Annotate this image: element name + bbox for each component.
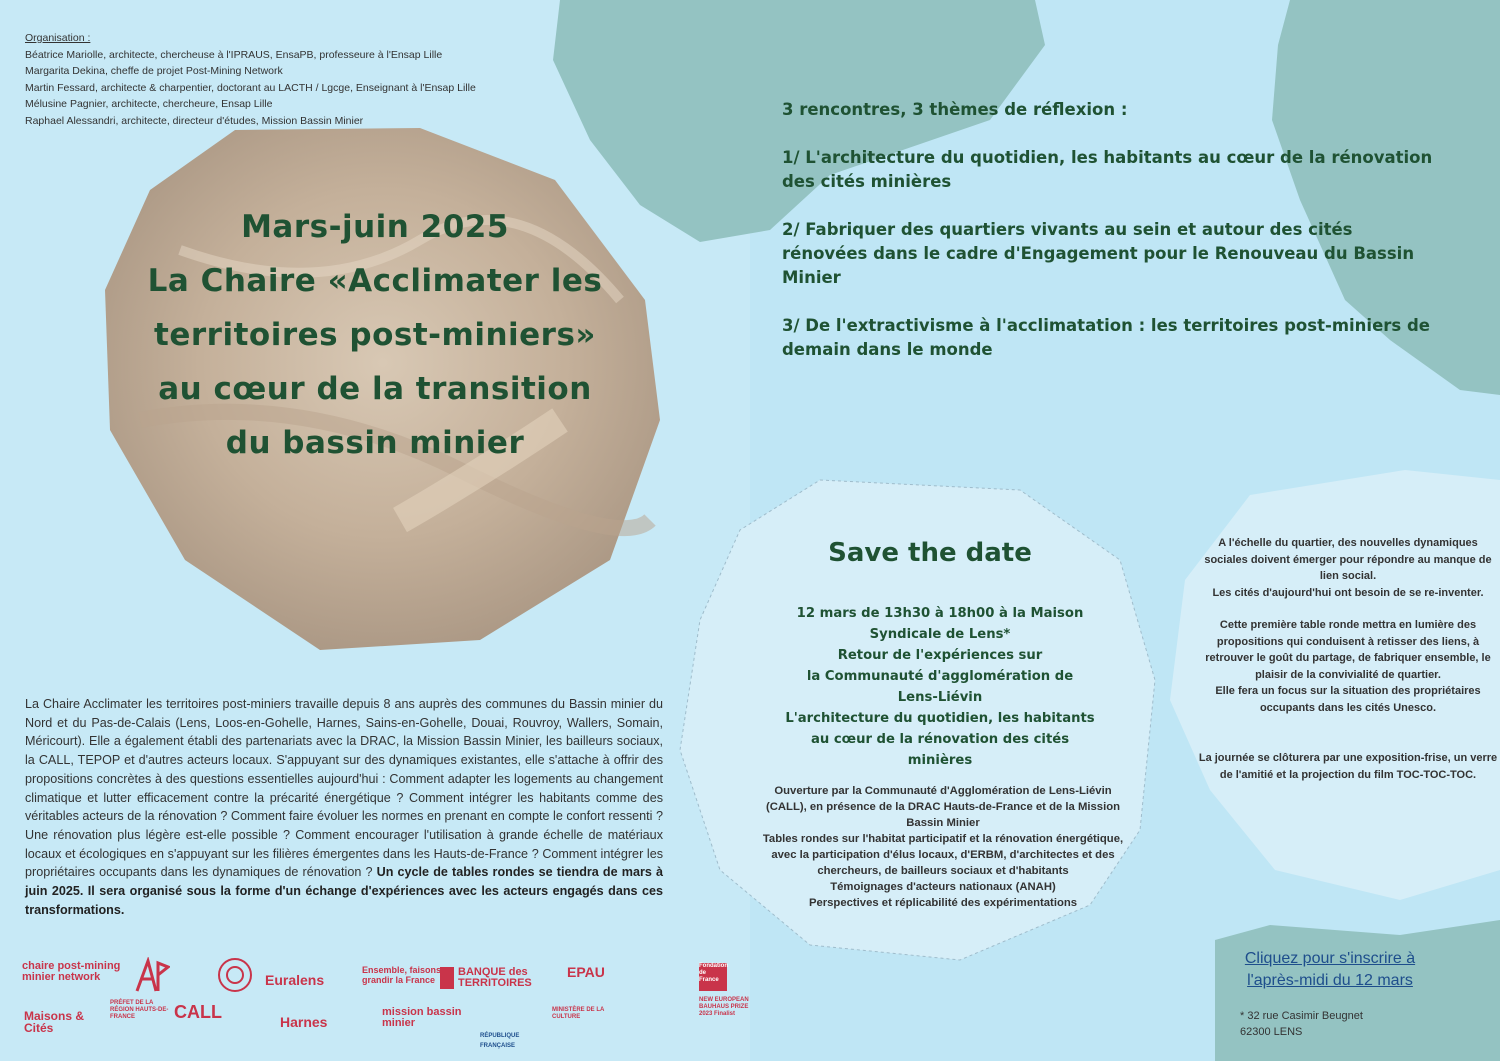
- side-description: [1198, 535, 1498, 799]
- side-text: Elle fera un focus sur la situation des propriétaires occupants dans les cités Unesco.: [1215, 685, 1481, 714]
- event-detail-item: Témoignages d'acteurs nationaux (ANAH): [830, 881, 1056, 893]
- address-block: [1240, 1008, 1363, 1040]
- event-detail-item: Ouverture par la Communauté d'Agglomération de Lens-Liévin (CALL), en présence de la DRAC Hauts-de-France et de la Mission Bassin Minier: [765, 785, 1121, 829]
- intro-paragraph: [25, 695, 663, 919]
- address-line: * 32 rue Casimir Beugnet: [1240, 1010, 1363, 1022]
- chaire-logo: chaire post-mining minier network: [22, 960, 121, 983]
- call-logo: CALL: [174, 1002, 222, 1022]
- prefet-logo: PRÉFET DE LA RÉGION HAUTS-DE-FRANCE: [110, 1000, 169, 1020]
- seal-logo: [217, 957, 253, 993]
- side-text: A l'échelle du quartier, des nouvelles dynamiques sociales doivent émerger pour répondre au manque de lien social.: [1204, 537, 1492, 582]
- side-text: Cette première table ronde mettra en lumière des propositions qui conduisent à retisser des liens, à retrouver le goût du partage, de fabriquer ensemble, le plaisir de la convivialité de quartier.: [1205, 619, 1491, 681]
- harnes-logo: Harnes: [280, 1014, 328, 1030]
- hero-title-line: au cœur de la transition: [158, 371, 592, 407]
- event-line: 12 mars de 13h30 à 18h00 à la Maison: [796, 606, 1084, 621]
- organisation-member: Mélusine Pagnier, architecte, chercheure, Ensap Lille: [25, 98, 273, 110]
- bauhaus-logo: NEW EUROPEAN BAUHAUS PRIZE 2023 Finalist: [699, 997, 749, 1017]
- hero-title-line: La Chaire «Acclimater les: [147, 263, 603, 299]
- hero-title-line: du bassin minier: [225, 425, 525, 461]
- intro-bold-text: Un cycle de tables rondes se tiendra de mars à juin 2025. Il sera organisé sous la forme d'un échange d'expériences avec les acteurs engagés dans ces transformations.: [25, 865, 664, 917]
- event-line: minières: [907, 753, 973, 768]
- organisation-title: Organisation :: [25, 32, 91, 44]
- address-line: 62300 LENS: [1240, 1026, 1303, 1038]
- organisation-member: Béatrice Mariolle, architecte, chercheuse à l'IPRAUS, EnsaPB, professeure à l'Ensap Lille: [25, 48, 443, 61]
- themes-heading: 3 rencontres, 3 thèmes de réflexion :: [782, 100, 1128, 119]
- theme-item: 3/ De l'extractivisme à l'acclimatation : les territoires post-miniers de demain dans le monde: [782, 316, 1430, 359]
- event-line: Lens-Liévin: [897, 690, 983, 705]
- event-line: la Communauté d'agglomération de: [806, 669, 1074, 684]
- event-line: au cœur de la rénovation des cités: [810, 732, 1070, 747]
- register-link[interactable]: [1215, 948, 1445, 992]
- register-link-line[interactable]: Cliquez pour s'inscrire à: [1244, 950, 1416, 967]
- hero-title: [105, 200, 645, 470]
- partner-logos: [22, 945, 749, 1049]
- fondation-logo: Fondation de France: [699, 963, 727, 991]
- event-line: Syndicale de Lens*: [869, 627, 1011, 642]
- side-text: Les cités d'aujourd'hui ont besoin de se re-inventer.: [1212, 586, 1484, 599]
- euralens-logo: Euralens: [265, 972, 325, 988]
- hero-title-line: Mars-juin 2025: [241, 209, 509, 245]
- themes-block: [782, 98, 1442, 386]
- ensemble-logo: Ensemble, faisons grandir la France: [362, 965, 442, 985]
- event-detail-item: Tables rondes sur l'habitat participatif et la rénovation énergétique, avec la participation d'élus locaux, d'ERBM, d'architectes et des chercheurs, de bailleurs sociaux et d'habitants: [762, 833, 1124, 877]
- event-line: Retour de l'expériences sur: [837, 648, 1043, 663]
- hero-title-line: territoires post-miniers»: [154, 317, 596, 353]
- organisation-block: [25, 30, 476, 129]
- theme-item: 1/ L'architecture du quotidien, les habitants au cœur de la rénovation des cités minières: [782, 148, 1433, 191]
- intro-text: La Chaire Acclimater les territoires post-miniers travaille depuis 8 ans auprès des communes du Bassin minier du Nord et du Pas-de-Calais (Lens, Loos-en-Gohelle, Harnes, Sains-en-Gohelle, Douai, Rouvroy, Wallers, Somain, Méricourt). Elle a également établi des partenariats avec la DRAC, la Mission Bassin Minier, les bailleurs sociaux, la CALL, TEPOP et d'autres acteurs locaux. S'appuyant sur des dynamiques existantes, elle s'attache à offrir des propositions concrètes à des questions essentielles aujourd'hui : Comment adapter les logements au changement climatique et lutter efficacement contre la précarité énergétique ? Comment intégrer les habitants comme des véritables acteurs de la rénovation ? Comment faire évoluer les normes en prenant en compte le confort ressenti ? Une rénovation plus légère est-elle possible ? Comment encourager l'utilisation à grande échelle de matériaux locaux et écologiques en s'appuyant sur les filières émergentes dans les Hauts-de-France ? Comment intégrer les propriétaires occupants dans les dynamiques de rénovation ?: [25, 697, 663, 880]
- ministere-logo: MINISTÈRE DE LA CULTURE: [552, 1007, 605, 1020]
- register-link-line[interactable]: l'après-midi du 12 mars: [1247, 972, 1413, 989]
- organisation-member: Margarita Dekina, cheffe de projet Post-Mining Network: [25, 65, 283, 77]
- epau-logo: EPAU: [567, 964, 605, 980]
- mission-logo: mission bassin minier: [382, 1006, 462, 1029]
- republique-logo: RÉPUBLIQUE FRANÇAISE: [480, 1033, 520, 1049]
- event-detail-item: Perspectives et réplicabilité des expérimentations: [808, 897, 1078, 909]
- event-summary: [770, 603, 1110, 771]
- event-line: L'architecture du quotidien, les habitants: [785, 711, 1095, 726]
- event-details: [760, 783, 1126, 911]
- organisation-member: Raphael Alessandri, architecte, directeur d'études, Mission Bassin Minier: [25, 114, 364, 127]
- save-the-date-title: Save the date: [828, 538, 1032, 568]
- organisation-member: Martin Fessard, architecte & charpentier, doctorant au LACTH / Lgcge, Enseignant à l'Ensap Lille: [25, 81, 476, 94]
- side-text: La journée se clôturera par une exposition-frise, un verre de l'amitié et la projection du film TOC-TOC-TOC.: [1198, 752, 1498, 781]
- ap-logo: [134, 957, 170, 993]
- theme-item: 2/ Fabriquer des quartiers vivants au sein et autour des cités rénovées dans le cadre d'Engagement pour le Renouveau du Bassin Minier: [782, 220, 1415, 287]
- banque-logo: BANQUE des TERRITOIRES: [440, 967, 553, 989]
- maisons-logo: Maisons & Cités: [24, 1009, 85, 1035]
